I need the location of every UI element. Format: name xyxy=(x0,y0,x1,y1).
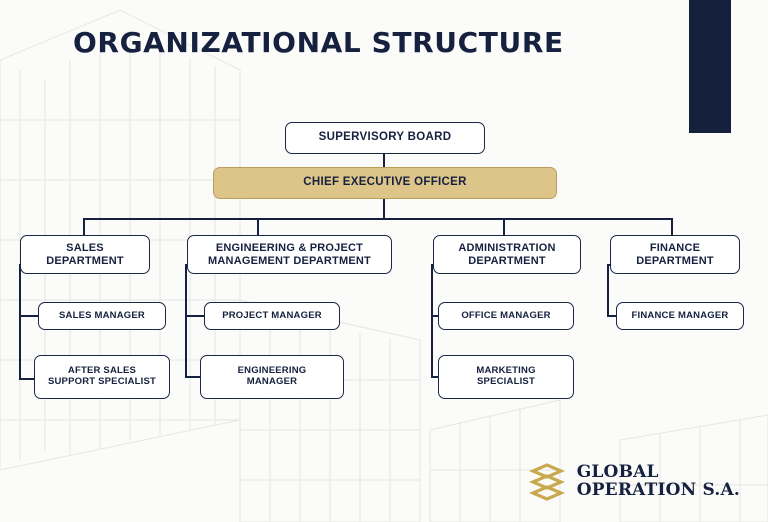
node-administration-department[interactable] xyxy=(433,235,581,274)
company-name-line1: GLOBAL xyxy=(576,462,659,483)
gold-chevron-logo-mark-icon xyxy=(527,462,567,502)
company-name-line2: OPERATION S.A. xyxy=(576,480,740,500)
node-label: OFFICE MANAGER xyxy=(461,309,551,321)
node-project-manager[interactable] xyxy=(204,302,340,330)
node-label-line2: MANAGEMENT DEPARTMENT xyxy=(208,254,371,267)
node-label-line1: ENGINEERING & PROJECT xyxy=(215,241,364,254)
node-label: SUPERVISORY BOARD xyxy=(318,131,452,144)
node-supervisory-board[interactable] xyxy=(285,122,485,154)
node-label-line2: MANAGER xyxy=(246,376,298,387)
node-label-line2: DEPARTMENT xyxy=(46,254,124,267)
node-label: CHIEF EXECUTIVE OFFICER xyxy=(303,176,467,189)
node-label-line2: DEPARTMENT xyxy=(636,254,714,267)
node-label: PROJECT MANAGER xyxy=(222,309,322,321)
node-chief-executive-officer[interactable] xyxy=(213,167,557,199)
company-name xyxy=(577,464,740,500)
node-sales-manager[interactable] xyxy=(38,302,166,330)
node-label-line1: FINANCE xyxy=(649,241,701,254)
node-marketing-specialist[interactable] xyxy=(438,355,574,399)
node-sales-department[interactable] xyxy=(20,235,150,274)
accent-bar xyxy=(689,0,731,133)
node-label: SALES MANAGER xyxy=(59,309,145,321)
node-label-line2: SUPPORT SPECIALIST xyxy=(47,376,157,387)
node-finance-department[interactable] xyxy=(610,235,740,274)
node-label: FINANCE MANAGER xyxy=(631,309,729,321)
page-title: ORGANIZATIONAL STRUCTURE xyxy=(73,26,564,59)
node-label-line2: SPECIALIST xyxy=(477,376,535,387)
node-label-line1: ENGINEERING xyxy=(237,365,307,377)
node-after-sales-support-specialist[interactable] xyxy=(34,355,170,399)
node-office-manager[interactable] xyxy=(438,302,574,330)
node-engineering-manager[interactable] xyxy=(200,355,344,399)
node-label-line1: AFTER SALES xyxy=(67,365,137,377)
node-label-line1: ADMINISTRATION xyxy=(458,241,556,254)
node-label-line1: SALES xyxy=(66,241,104,254)
node-finance-manager[interactable] xyxy=(616,302,744,330)
company-logo xyxy=(527,462,740,502)
node-label-line2: DEPARTMENT xyxy=(468,254,546,267)
node-label-line1: MARKETING xyxy=(476,365,536,377)
node-engineering-project-management-department[interactable] xyxy=(187,235,392,274)
